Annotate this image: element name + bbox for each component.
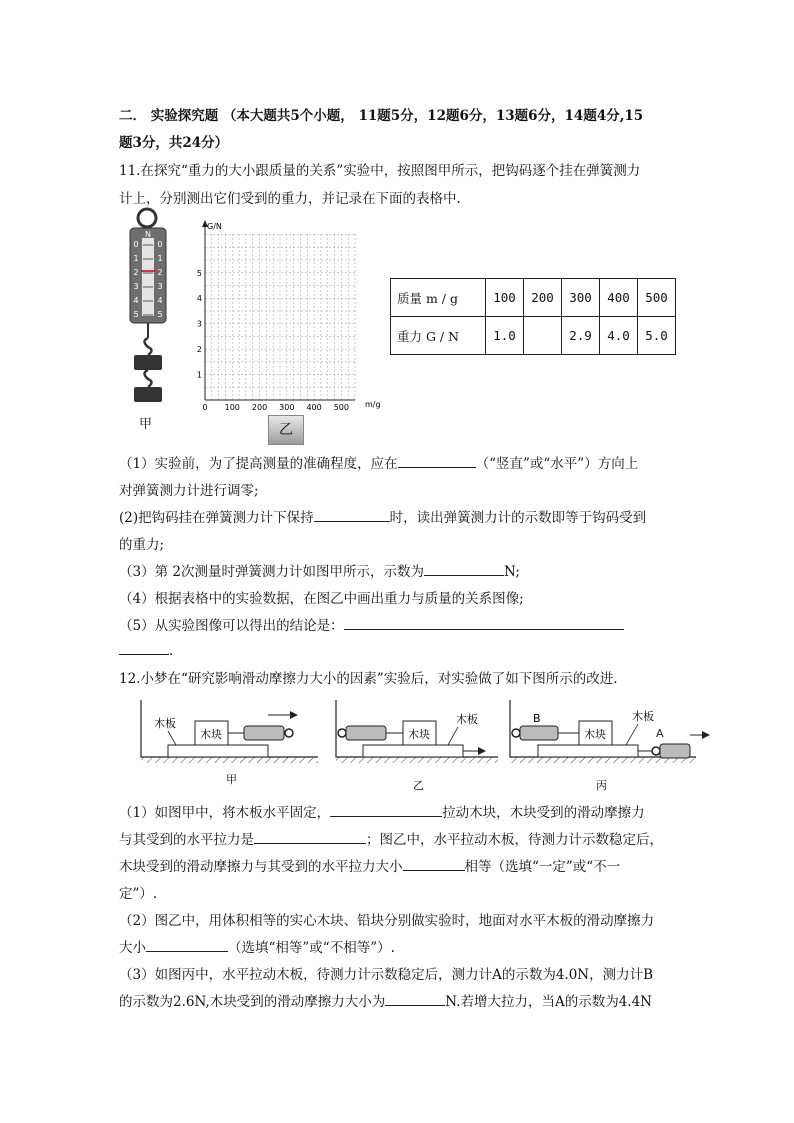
q12-part2-line2 <box>119 936 395 956</box>
spring-scale <box>346 726 386 740</box>
table-header-gravity: 重力 G / N <box>391 317 486 355</box>
table-cell-blank[interactable] <box>524 317 562 355</box>
table-row <box>391 279 676 317</box>
answer-blank[interactable] <box>403 856 465 871</box>
table-cell: 5.0 <box>638 317 676 355</box>
y-tick-label: 5 <box>196 268 202 278</box>
scale-hook <box>145 338 152 355</box>
q11-p2-text-a: (2)把钩码挂在弹簧测力计下保持 <box>119 510 314 526</box>
q11-p3-text-a: （3）第 2次测量时弹簧测力计如图甲所示，示数为 <box>119 564 424 580</box>
answer-blank[interactable] <box>385 991 445 1006</box>
table-row <box>391 317 676 355</box>
q12-p3-text-b: N.若增大拉力，当A的示数为4.4N <box>445 994 652 1010</box>
x-tick-label: 400 <box>306 403 322 410</box>
gravity-mass-chart <box>185 215 390 410</box>
y-tick-label: 2 <box>196 345 202 355</box>
q12-part3-line1: （3）如图丙中，水平拉动木板，待测力计示数稳定后，测力计A的示数为4.0N，测力计B <box>119 967 654 983</box>
x-tick-label: 300 <box>279 403 295 410</box>
scale-right-tick: 2 <box>157 268 163 277</box>
spring-scale-a <box>660 744 690 758</box>
caption-jia: 甲 <box>226 773 237 786</box>
scale-left-tick: 0 <box>133 240 139 249</box>
table-cell: 500 <box>638 279 676 317</box>
answer-blank[interactable] <box>424 561 504 576</box>
pull-arrow-icon <box>290 711 298 719</box>
answer-blank[interactable] <box>344 615 624 630</box>
spring-scale-b <box>520 726 558 740</box>
fig-jia-label: 甲 <box>139 417 153 432</box>
q12-p1-text-c: 与其受到的水平拉力是 <box>119 832 254 848</box>
board <box>538 745 638 757</box>
table-cell: 2.9 <box>562 317 600 355</box>
fig-jia <box>141 700 318 786</box>
spring-scale <box>244 726 284 740</box>
scale-ring <box>138 209 156 227</box>
caption-bing: 丙 <box>596 779 607 792</box>
fig-yi <box>336 700 498 792</box>
q12-p2-text-a: 大小 <box>119 940 146 956</box>
table-cell: 400 <box>600 279 638 317</box>
x-tick-label: 500 <box>333 403 350 410</box>
q12-part1-line2 <box>119 828 663 848</box>
spring-scale-figure <box>120 205 180 430</box>
hook-weight-1 <box>134 355 162 370</box>
table-cell: 200 <box>524 279 562 317</box>
answer-blank[interactable] <box>398 453 476 468</box>
table-cell: 100 <box>486 279 524 317</box>
table-header-mass: 质量 m / g <box>391 279 486 317</box>
chart-grid <box>205 233 355 400</box>
q11-part1-line2: 对弹簧测力计进行调零; <box>119 483 259 499</box>
scale-left-tick: 2 <box>133 268 139 277</box>
q11-part1-line1 <box>119 452 638 472</box>
scale-slot <box>142 238 154 316</box>
friction-experiment-figure <box>138 695 713 795</box>
block-label: 木块 <box>408 728 430 741</box>
block-label: 木块 <box>200 728 222 741</box>
fig-bing <box>510 700 710 792</box>
hook-weight-2 <box>134 387 162 402</box>
x-tick-label: 100 <box>224 403 240 410</box>
q12-intro: 12.小梦在“研究影响滑动摩擦力大小的因素”实验后，对实验做了如下图所示的改进. <box>119 671 618 687</box>
q12-p1-text-e: 木块受到的滑动摩擦力与其受到的水平拉力大小 <box>119 859 403 875</box>
q12-p1-text-d: ；图乙中，水平拉动木板，待测力计示数稳定后， <box>366 832 663 848</box>
scale-right-tick: 4 <box>157 296 163 305</box>
q12-part1-line4: 定”）. <box>119 886 158 902</box>
scale-left-tick: 5 <box>133 310 139 319</box>
scale-unit-label: N <box>145 230 151 239</box>
y-tick-label: 1 <box>196 370 202 380</box>
q11-part3 <box>119 560 520 580</box>
q11-part5-line2 <box>119 640 173 659</box>
block-label: 木块 <box>584 728 606 741</box>
q11-p2-text-b: 时，读出弹簧测力计的示数即等于钩码受到 <box>389 510 647 526</box>
board <box>363 745 463 757</box>
x-tick-label: 200 <box>251 403 268 410</box>
q11-p1-text-a: （1）实验前，为了提高测量的准确程度，应在 <box>119 456 398 472</box>
q11-intro-line1: 11.在探究“重力的大小跟质量的关系”实验中，按照图甲所示，把钩码逐个挂在弹簧测力 <box>119 163 641 179</box>
scale-b-label: B <box>533 712 541 725</box>
caption-yi: 乙 <box>413 779 424 792</box>
scale-left-tick: 4 <box>133 296 139 305</box>
q12-part1-line3 <box>119 855 620 875</box>
y-tick-label: 3 <box>196 319 202 329</box>
q12-part2-line1: （2）图乙中，用体积相等的实心木块、铅块分别做实验时，地面对水平木板的滑动摩擦力 <box>119 913 655 929</box>
section-heading-line1: 二． 实验探究题 （本大题共5个小题， 11题5分，12题6分，13题6分，14题4分,15 <box>119 108 644 124</box>
chart-xlabel: m/g <box>365 400 381 409</box>
answer-blank[interactable] <box>314 507 390 522</box>
q12-p1-text-f: 相等（选填“一定”或“不一 <box>464 859 621 875</box>
scale-right-tick: 1 <box>157 254 163 263</box>
q11-part2-line1 <box>119 506 646 526</box>
q12-p1-text-a: （1）如图甲中，将木板水平固定， <box>119 805 331 821</box>
scale-a-label: A <box>656 727 664 740</box>
mass-gravity-table <box>390 278 676 355</box>
q11-p5-end: . <box>169 643 174 659</box>
board-label: 木板 <box>632 710 654 723</box>
scale-right-tick: 3 <box>157 282 163 291</box>
pull-arrow-icon <box>702 731 710 739</box>
q11-part5-line1 <box>119 614 624 634</box>
scale-right-tick: 5 <box>157 310 163 319</box>
q12-p3-text-a: 的示数为2.6N,木块受到的滑动摩擦力大小为 <box>119 994 386 1010</box>
q12-p2-text-b: （选填“相等”或“不相等”）. <box>228 940 395 956</box>
scale-left-tick: 1 <box>133 254 139 263</box>
q11-p1-text-b: （“竖直”或“水平”）方向上 <box>475 456 639 472</box>
scale-left-tick: 3 <box>133 282 139 291</box>
q12-p1-text-b: 拉动木块，木块受到的滑动摩擦力 <box>442 805 645 821</box>
q12-part3-line2 <box>119 990 652 1010</box>
board-label: 木板 <box>456 713 478 726</box>
section-heading-line2: 题3分，共24分） <box>119 135 229 151</box>
answer-blank[interactable] <box>254 829 366 844</box>
q11-p5-text: （5）从实验图像可以得出的结论是： <box>119 618 344 634</box>
q11-part4: （4）根据表格中的实验数据，在图乙中画出重力与质量的关系图像; <box>119 591 524 607</box>
q11-intro-line2: 计上，分别测出它们受到的重力，并记录在下面的表格中. <box>119 191 461 207</box>
weight-hook <box>145 370 152 387</box>
board <box>168 745 268 757</box>
pull-arrow-icon <box>478 747 486 755</box>
q12-part1-line1 <box>119 801 645 821</box>
table-cell: 300 <box>562 279 600 317</box>
answer-blank[interactable] <box>146 937 228 952</box>
table-cell: 4.0 <box>600 317 638 355</box>
table-cell: 1.0 <box>486 317 524 355</box>
answer-blank[interactable] <box>330 802 442 817</box>
y-tick-label: 4 <box>196 294 202 304</box>
answer-blank[interactable] <box>119 640 169 655</box>
q11-p3-text-b: N; <box>503 564 520 580</box>
scale-right-tick: 0 <box>157 240 163 249</box>
chart-ylabel: G/N <box>207 222 222 231</box>
x-tick-label: 0 <box>202 403 208 410</box>
fig-yi-label: 乙 <box>268 415 304 445</box>
q11-part2-line2: 的重力; <box>119 537 165 553</box>
board-label: 木板 <box>154 717 176 730</box>
